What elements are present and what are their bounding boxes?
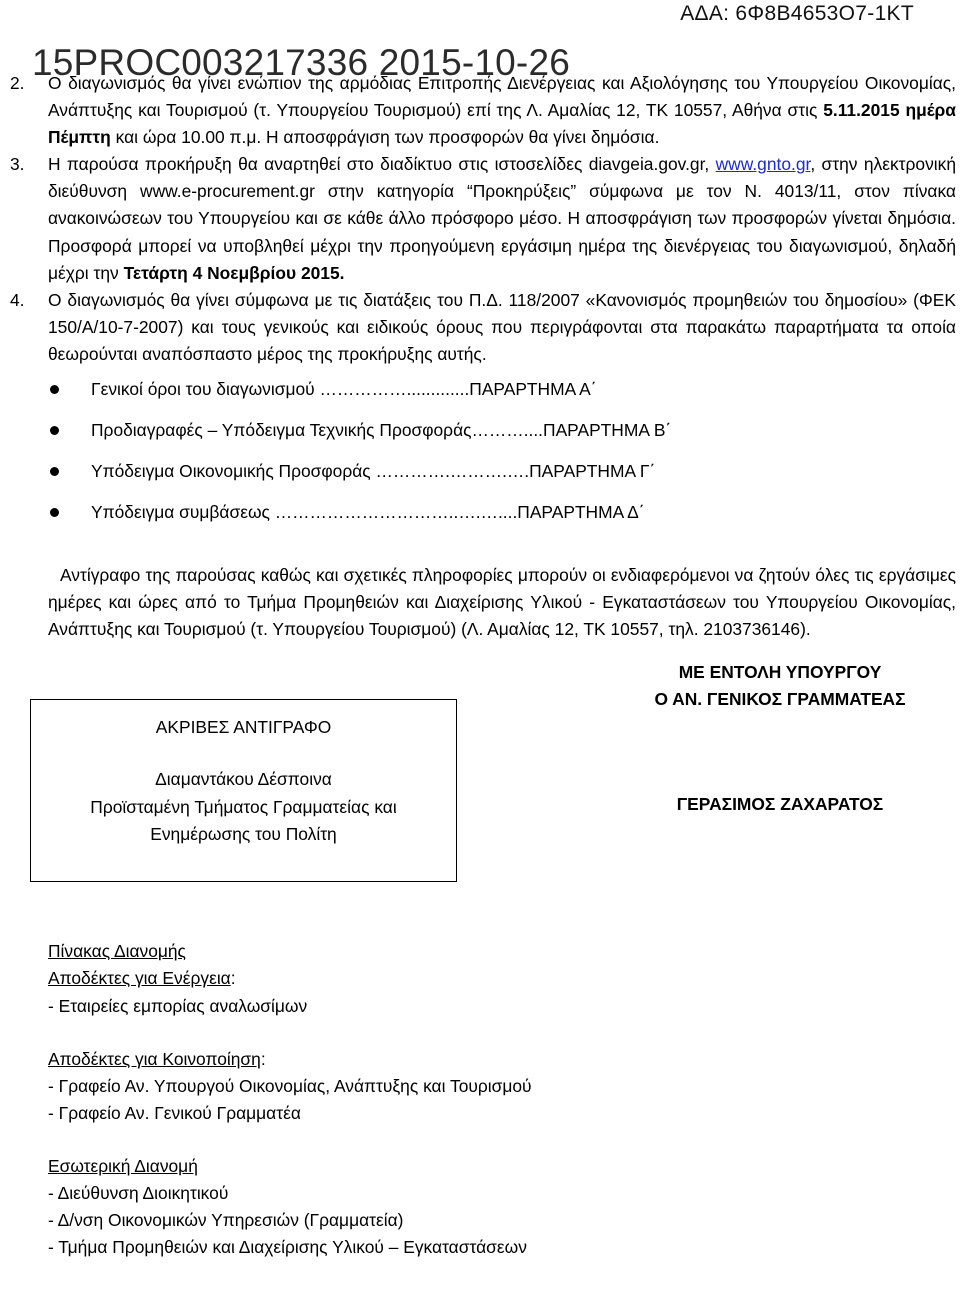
annex-item xyxy=(0,499,960,540)
bullet-icon xyxy=(50,426,59,435)
certifier-title-line2: Ενημέρωσης του Πολίτη xyxy=(150,823,337,844)
item-3-text xyxy=(48,151,956,286)
item-3-text-a: Η παρούσα προκήρυξη θα αναρτηθεί στο διαδίκτυο στις ιστοσελίδες diavgeia.gov.gr, xyxy=(48,154,716,175)
annex-label: Γενικοί όροι του διαγωνισμού …………….............ΠΑΡΑΡΤΗΜΑ Α΄ xyxy=(91,379,597,400)
item-3 xyxy=(0,151,960,286)
copy-paragraph: Αντίγραφο της παρούσας καθώς και σχετικές πληροφορίες μπορούν οι ενδιαφερόμενοι να ζητούν όλες τις εργάσιμες ημέρες και ώρες από το Τμήμα Προμηθειών και Διαχείρισης Υλικού - Εγκαταστάσεων του Υπουργείου Οικονομίας, Ανάπτυξης και Τουρισμού (τ. Υπουργείου Τουρισμού) (Λ. Αμαλίας 12, ΤΚ 10557, τηλ. 2103736146). xyxy=(48,565,956,640)
notify-item: - Γραφείο Αν. Υπουργού Οικονομίας, Ανάπτυξης και Τουρισμού xyxy=(48,1075,532,1096)
distribution-table xyxy=(0,938,960,1261)
annex-label: Προδιαγραφές – Υπόδειγμα Τεχνικής Προσφοράς………....ΠΑΡΑΡΤΗΜΑ Β΄ xyxy=(91,420,672,441)
item-4-number: 4. xyxy=(10,289,25,310)
annex-list xyxy=(0,376,960,540)
ada-code: ΑΔΑ: 6Φ8Β4653Ο7-1ΚΤ xyxy=(680,2,914,25)
spacer xyxy=(48,1020,960,1046)
signature-area xyxy=(0,655,960,900)
internal-item: - Τμήμα Προμηθειών και Διαχείρισης Υλικού – Εγκαταστάσεων xyxy=(48,1237,527,1258)
certified-copy-box xyxy=(30,699,457,882)
item-2-text-a: Ο διαγωνισμός θα γίνει ενώπιον της αρμόδιας Επιτροπής Διενέργειας και Αξιολόγησης του Υπουργείου Οικονομίας, Ανάπτυξης και Τουρισμού (τ. Υπουργείου Τουρισμού) επί της Λ. Αμαλίας 12, ΤΚ 10557, Αθήνα στις xyxy=(48,73,956,121)
certifier-title-line1: Προϊσταμένη Τμήματος Γραμματείας και xyxy=(90,796,397,817)
internal-item: - Διεύθυνση Διοικητικού xyxy=(48,1182,229,1203)
proc-overlay-stamp: 15PROC003217336 2015-10-26 xyxy=(32,42,570,83)
order-block xyxy=(620,659,940,713)
item-3-deadline: Τετάρτη 4 Νοεμβρίου 2015 xyxy=(123,262,340,283)
certifier-name: Διαμαντάκου Δέσποινα xyxy=(155,769,332,790)
order-line2: Ο ΑΝ. ΓΕΝΙΚΟΣ ΓΡΑΜΜΑΤΕΑΣ xyxy=(654,689,906,710)
internal-item: - Δ/νση Οικονομικών Υπηρεσιών (Γραμματεία) xyxy=(48,1210,404,1231)
item-2-date: 5.11.2015 ημέρα Πέμπτη xyxy=(48,100,957,148)
item-4-text: Ο διαγωνισμός θα γίνει σύμφωνα με τις διατάξεις του Π.Δ. 118/2007 «Κανονισμός προμηθειών του δημοσίου» (ΦΕΚ 150/Α/10-7-2007) και τους γενικούς και ειδικούς όρους που περιγράφονται στα παρακάτω παραρτήματα τα οποία θεωρούνται αναπόσπαστο μέρος της προκήρυξης αυτής. xyxy=(48,289,956,364)
annex-item xyxy=(0,458,960,499)
item-2-text-b: και ώρα 10.00 π.μ. Η αποσφράγιση των προσφορών θα γίνει δημόσια. xyxy=(110,127,660,148)
notify-heading-row: Αποδέκτες για Κοινοποίηση: xyxy=(48,1048,266,1069)
order-line1: ΜΕ ΕΝΤΟΛΗ ΥΠΟΥΡΓΟΥ xyxy=(678,662,882,683)
notify-item: - Γραφείο Αν. Γενικού Γραμματέα xyxy=(48,1102,301,1123)
item-3-number: 3. xyxy=(10,154,25,175)
annex-label: Υπόδειγμα συμβάσεως …………………………..….…....ΠΑΡΑΡΤΗΜΑ Δ΄ xyxy=(91,502,645,523)
bullet-icon xyxy=(50,508,59,517)
distribution-title: Πίνακας Διανομής xyxy=(48,941,186,962)
signer-name: ΓΕΡΑΣΙΜΟΣ ΖΑΧΑΡΑΤΟΣ xyxy=(676,794,884,815)
spacer xyxy=(48,1127,960,1153)
item-3-text-c: . xyxy=(339,262,345,283)
item-4 xyxy=(0,287,960,368)
annex-label: Υπόδειγμα Οικονομικής Προσφοράς ………….……….….ΠΑΡΑΡΤΗΜΑ Γ΄ xyxy=(91,461,656,482)
action-heading-row: Αποδέκτες για Ενέργεια: xyxy=(48,968,236,989)
action-heading: Αποδέκτες για Ενέργεια xyxy=(48,968,231,989)
action-item: - Εταιρείες εμπορίας αναλωσίμων xyxy=(48,995,308,1016)
document-body xyxy=(0,70,960,1261)
annex-item xyxy=(0,417,960,458)
item-2-number: 2. xyxy=(10,73,25,93)
certified-heading: ΑΚΡΙΒΕΣ ΑΝΤΙΓΡΑΦΟ xyxy=(155,717,332,738)
notify-heading: Αποδέκτες για Κοινοποίηση xyxy=(48,1048,261,1069)
gnto-link[interactable]: www.gnto.gr xyxy=(715,154,811,175)
bullet-icon xyxy=(50,467,59,476)
item-3-text-b: , στην ηλεκτρονική διεύθυνση www.e-procurement.gr στην κατηγορία “Προκηρύξεις” σύμφωνα με τον Ν. 4013/11, στον πίνακα ανακοινώσεων του Υπουργείου και σε κάθε άλλο πρόσφορο μέσο. Η αποσφράγιση των προσφορών γίνεται δημόσια. Προσφορά μπορεί να υποβληθεί μέχρι την προηγούμενη εργάσιμη ημέρα της διενέργειας του διαγωνισμού, δηλαδή μέχρι την xyxy=(48,154,957,283)
internal-heading: Εσωτερική Διανομή xyxy=(48,1155,198,1176)
bullet-icon xyxy=(50,385,59,394)
annex-item xyxy=(0,376,960,417)
